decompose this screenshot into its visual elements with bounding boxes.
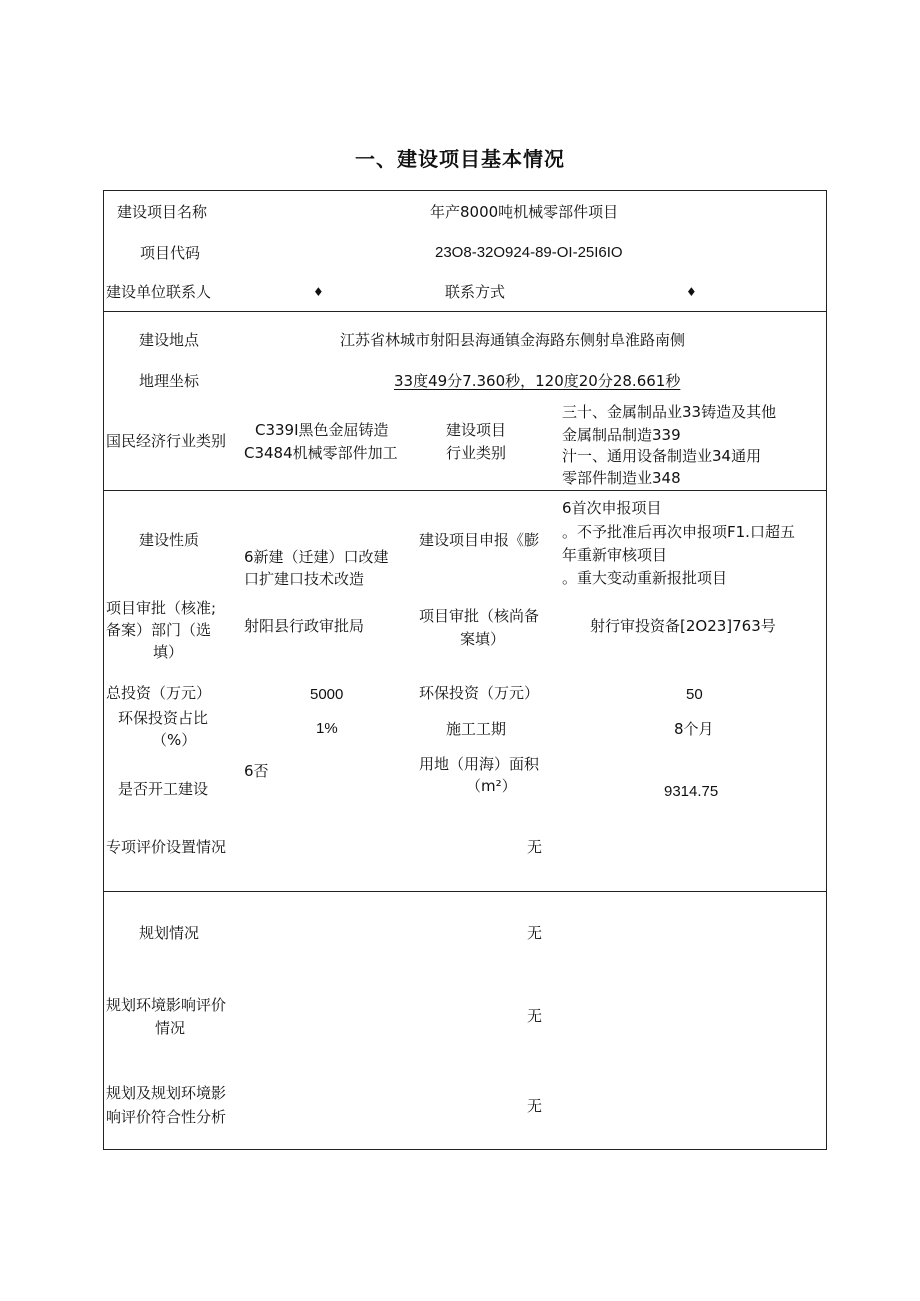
- env-ratio-label-2: （%）: [152, 731, 197, 749]
- env-ratio-value: 1%: [316, 720, 338, 737]
- category-label-1: 建设项目: [446, 421, 507, 439]
- report-option-1: 6首次申报项目: [562, 499, 662, 517]
- total-investment-label: 总投资（万元）: [106, 684, 212, 702]
- special-eval-label: 专项评价设置情况: [106, 838, 227, 856]
- industry-value-2: C3484机械零部件加工: [244, 444, 398, 462]
- contact-person-label: 建设单位联系人: [106, 283, 212, 301]
- project-code-label: 项目代码: [140, 244, 201, 262]
- approval-docno-label-2: 案填）: [460, 630, 506, 648]
- approval-dept-label-3: 填）: [153, 643, 184, 661]
- approval-docno-label-1: 项目审批（核尚备: [419, 607, 540, 625]
- planning-eia-label-2: 情况: [155, 1019, 186, 1037]
- started-label: 是否开工建设: [118, 780, 209, 798]
- category-value-4: 零部件制造业348: [562, 469, 681, 487]
- category-value-3: 汁一、通用设备制造业34通用: [562, 447, 762, 465]
- nature-label: 建设性质: [139, 531, 200, 549]
- site-value: 江苏省林城市射阳县海通镇金海路东侧射阜淮路南侧: [340, 331, 686, 349]
- approval-dept-value: 射阳县行政审批局: [244, 617, 365, 635]
- nature-value-1: 6新建（迁建）口改建: [244, 548, 389, 566]
- report-option-4: 。重大变动重新报批项目: [562, 569, 728, 587]
- site-label: 建设地点: [139, 331, 200, 349]
- category-label-2: 行业类别: [446, 444, 507, 462]
- category-value-2: 金属制品制造339: [562, 426, 681, 444]
- report-option-3: 年重新审核项目: [562, 546, 668, 564]
- special-eval-value: 无: [527, 838, 543, 856]
- contact-method-value: ♦: [686, 285, 697, 299]
- env-investment-label: 环保投资（万元）: [419, 684, 540, 702]
- compliance-label-1: 规划及规划环境影: [106, 1084, 227, 1102]
- project-name-value: 年产8000吨机械零部件项目: [430, 203, 619, 221]
- approval-docno-value: 射行审投资备[2O23]763号: [590, 617, 776, 635]
- coordinates-label: 地理坐标: [139, 372, 200, 390]
- land-area-value: 9314.75: [664, 783, 719, 800]
- report-type-label: 建设项目申报《膨: [419, 531, 540, 549]
- compliance-label-2: 响评价符合性分析: [106, 1108, 227, 1126]
- land-area-label-2: （m²）: [466, 777, 517, 795]
- category-value-1: 三十、金属制品业33铸造及其他: [562, 403, 777, 421]
- coordinates-value: 33度49分7.360秒，120度20分28.661秒: [394, 372, 681, 390]
- total-investment-value: 5000: [310, 686, 344, 703]
- contact-method-label: 联系方式: [445, 283, 506, 301]
- env-ratio-label-1: 环保投资占比: [118, 709, 209, 727]
- project-name-label: 建设项目名称: [117, 203, 208, 221]
- compliance-value: 无: [527, 1097, 543, 1115]
- approval-dept-label-1: 项目审批（核准;: [106, 599, 217, 617]
- industry-value-1: C339I黑色金屈铸造: [255, 421, 389, 439]
- construction-period-label: 施工工期: [446, 720, 507, 738]
- planning-eia-value: 无: [527, 1007, 543, 1025]
- section-divider-2: [103, 490, 827, 491]
- report-option-2: 。不予批准后再次申报项F1.口超五: [562, 523, 795, 541]
- land-area-label-1: 用地（用海）面积: [419, 755, 540, 773]
- planning-value: 无: [527, 924, 543, 942]
- section-divider-3: [103, 891, 827, 892]
- construction-period-value: 8个月: [674, 720, 714, 738]
- approval-dept-label-2: 备案）部门（选: [106, 621, 212, 639]
- contact-person-value: ♦: [313, 285, 324, 299]
- page-title: 一、建设项目基本情况: [355, 147, 565, 171]
- nature-value-2: 口扩建口技术改造: [244, 570, 365, 588]
- industry-label: 国民经济行业类别: [106, 432, 227, 450]
- env-investment-value: 50: [686, 686, 703, 703]
- planning-eia-label-1: 规划环境影响评价: [106, 996, 227, 1014]
- project-code-value: 23O8-32O924-89-OI-25I6IO: [435, 244, 623, 261]
- planning-label: 规划情况: [139, 924, 200, 942]
- section-divider-1: [103, 311, 827, 312]
- started-value: 6否: [244, 762, 269, 780]
